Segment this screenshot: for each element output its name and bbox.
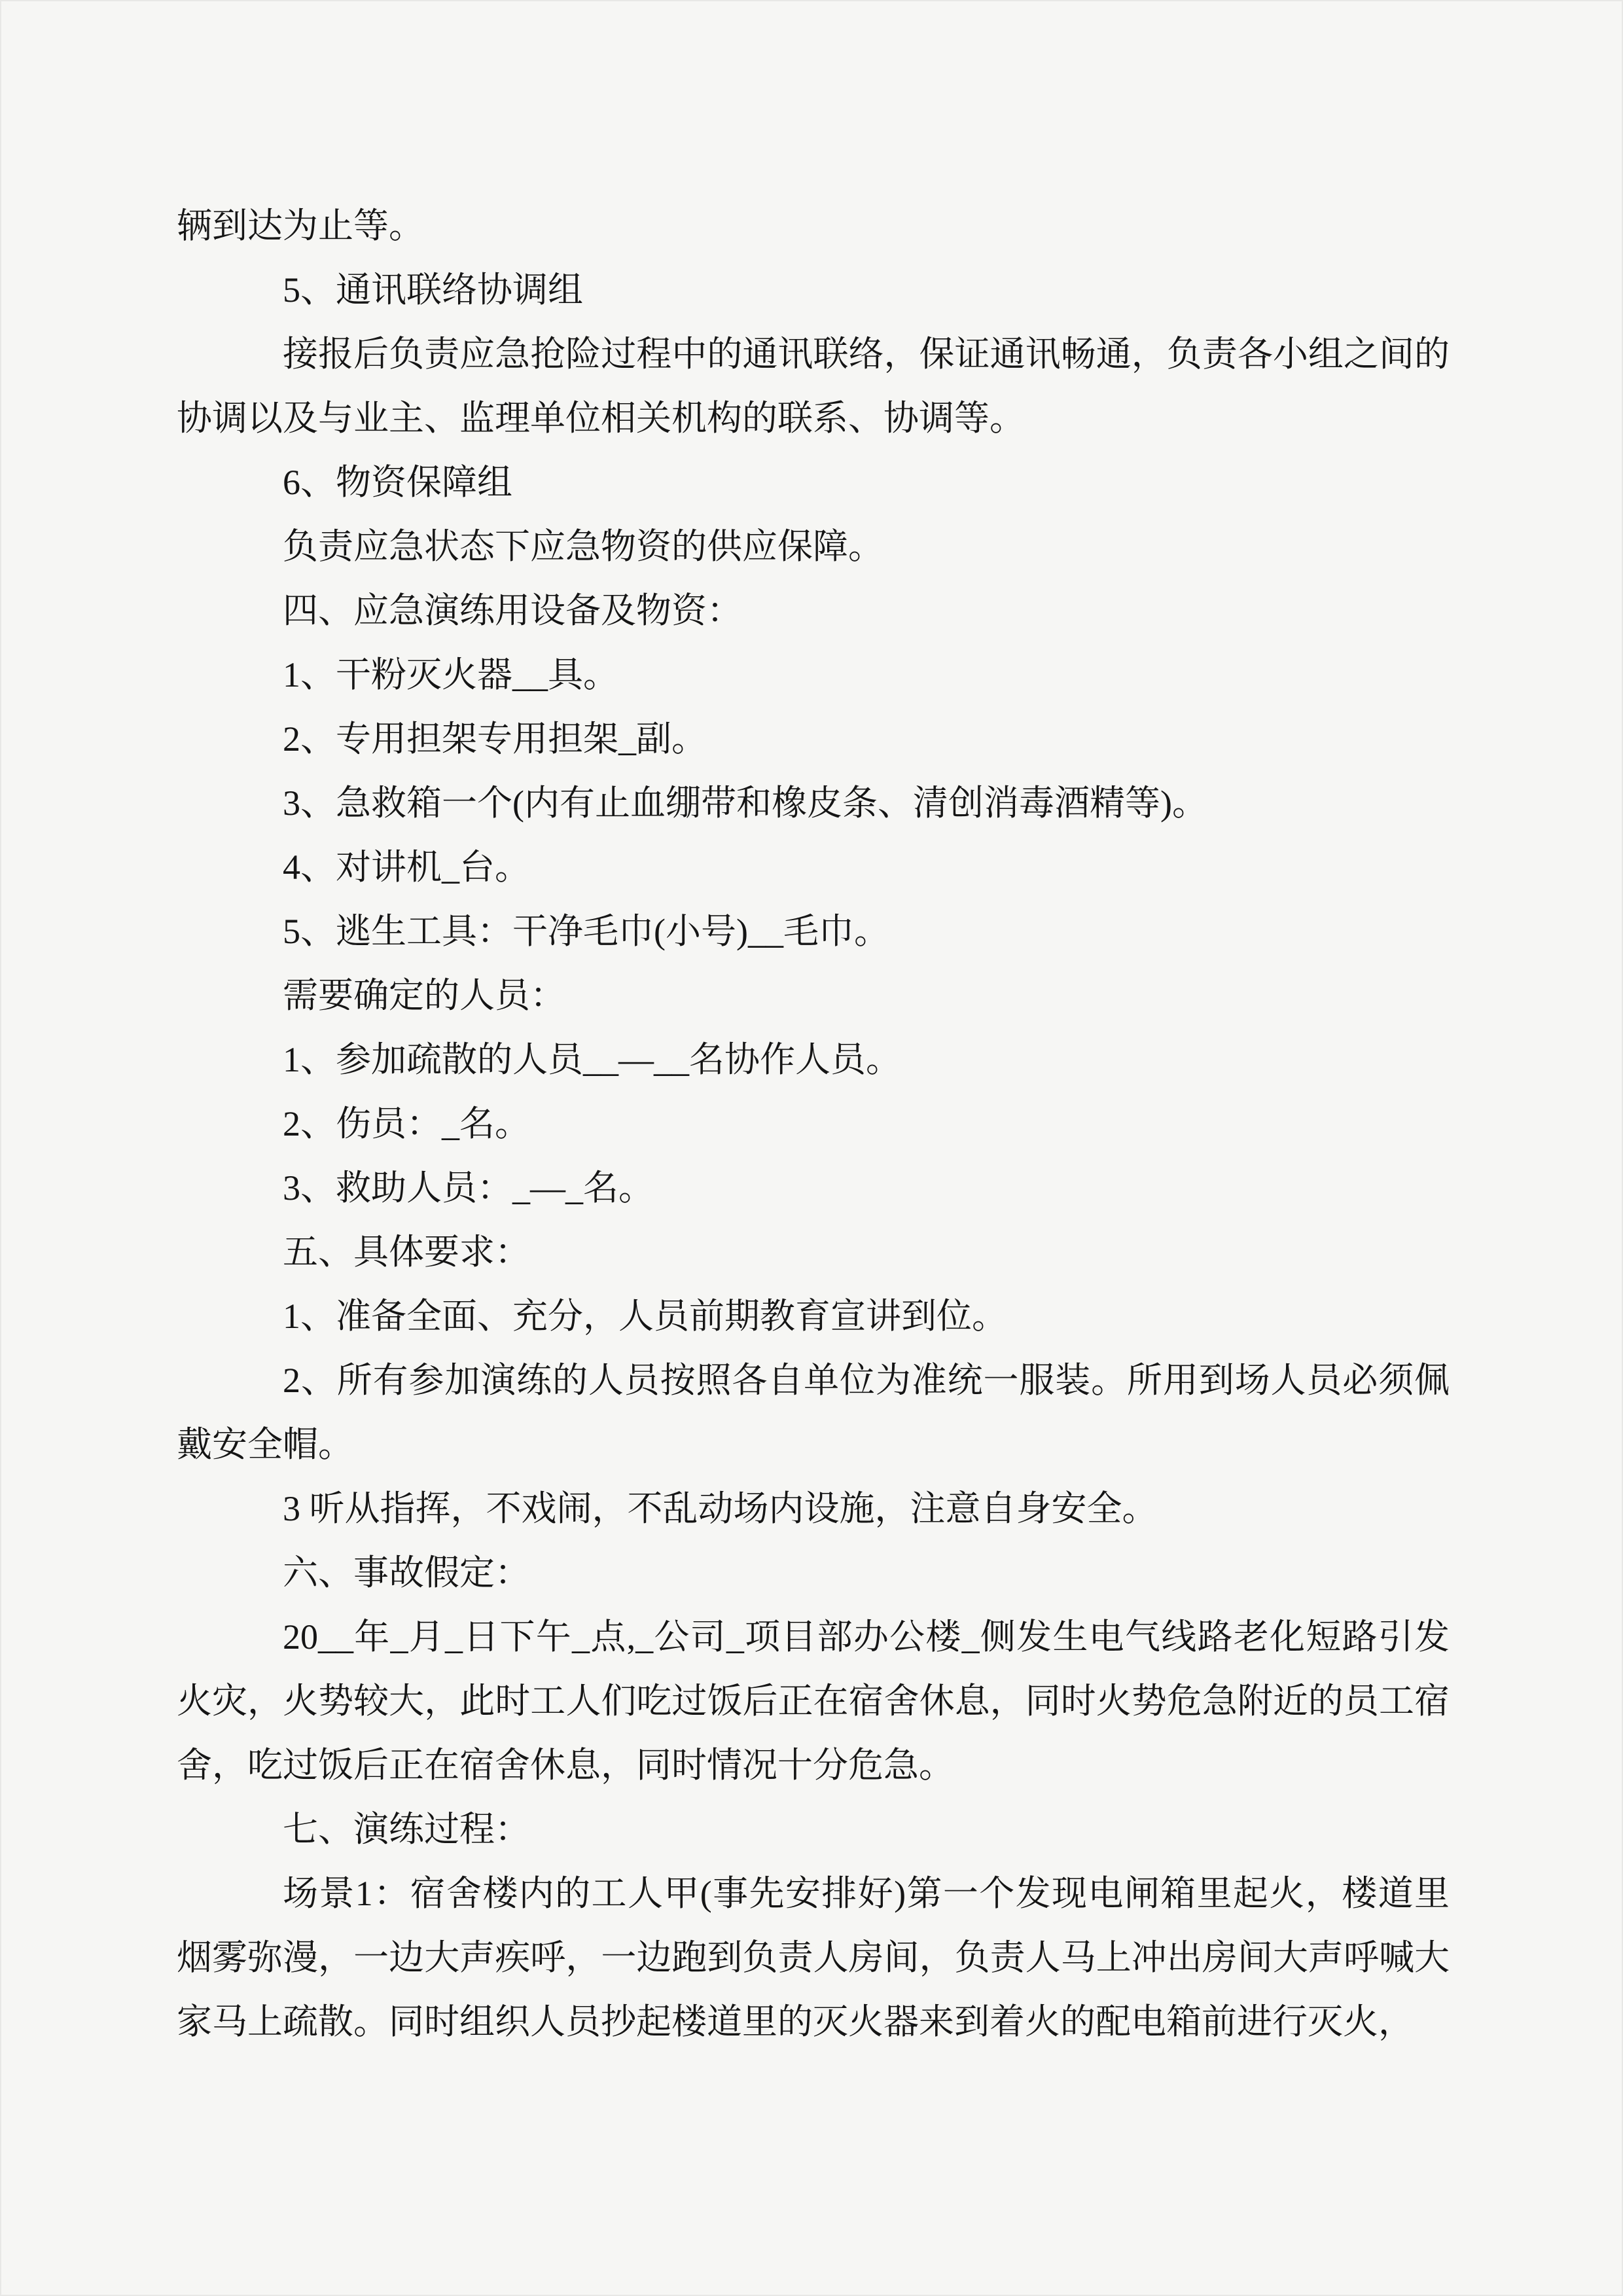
paragraph: 需要确定的人员： <box>283 976 565 1015</box>
paragraph: 2、所有参加演练的人员按照各自单位为准统一服装。所用到场人员必须佩戴安全帽。 <box>177 1361 1450 1464</box>
paragraph: 3 听从指挥，不戏闹，不乱动场内设施，注意自身安全。 <box>283 1489 1158 1528</box>
paragraph: 4、对讲机_台。 <box>283 848 530 887</box>
paragraph: 6、物资保障组 <box>283 463 512 502</box>
paragraph: 1、参加疏散的人员__—__名协作人员。 <box>283 1040 901 1079</box>
paragraph: 20__年_月_日下午_点,_公司_项目部办公楼_侧发生电气线路老化短路引发火灾，火势较大，此时工人们吃过饭后正在宿舍休息，同时火势危急附近的员工宿舍，吃过饭后正在宿舍休息，同时情况十分危急。 <box>177 1617 1450 1785</box>
paragraph: 接报后负责应急抢险过程中的通讯联络，保证通讯畅通，负责各小组之间的协调以及与业主、监理单位相关机构的联系、协调等。 <box>177 334 1450 438</box>
paragraph: 场景1：宿舍楼内的工人甲(事先安排好)第一个发现电闸箱里起火，楼道里烟雾弥漫，一边大声疾呼，一边跑到负责人房间，负责人马上冲出房间大声呼喊大家马上疏散。同时组织人员抄起楼道里的灭火器来到着火的配电箱前进行灭火， <box>177 1874 1450 2041</box>
paragraph: 1、干粉灭火器__具。 <box>283 655 618 694</box>
paragraph: 3、急救箱一个(内有止血绷带和橡皮条、清创消毒酒精等)。 <box>283 783 1207 823</box>
paragraph: 七、演练过程： <box>283 1810 530 1849</box>
paragraph: 5、逃生工具：干净毛巾(小号)__毛巾。 <box>283 912 889 951</box>
paragraph: 2、伤员：_名。 <box>283 1104 530 1143</box>
paragraph: 3、救助人员：_—_名。 <box>283 1168 654 1208</box>
paragraph: 负责应急状态下应急物资的供应保障。 <box>283 527 883 566</box>
paragraph: 五、具体要求： <box>283 1232 530 1272</box>
paragraph: 1、准备全面、充分，人员前期教育宣讲到位。 <box>283 1297 1007 1336</box>
paragraph: 六、事故假定： <box>283 1553 530 1592</box>
paragraph: 四、应急演练用设备及物资： <box>283 591 742 630</box>
paragraph: 5、通讯联络协调组 <box>283 270 583 310</box>
paragraph: 2、专用担架专用担架_副。 <box>283 719 707 759</box>
document-body <box>177 194 1450 2054</box>
paragraph: 辆到达为止等。 <box>177 206 424 245</box>
